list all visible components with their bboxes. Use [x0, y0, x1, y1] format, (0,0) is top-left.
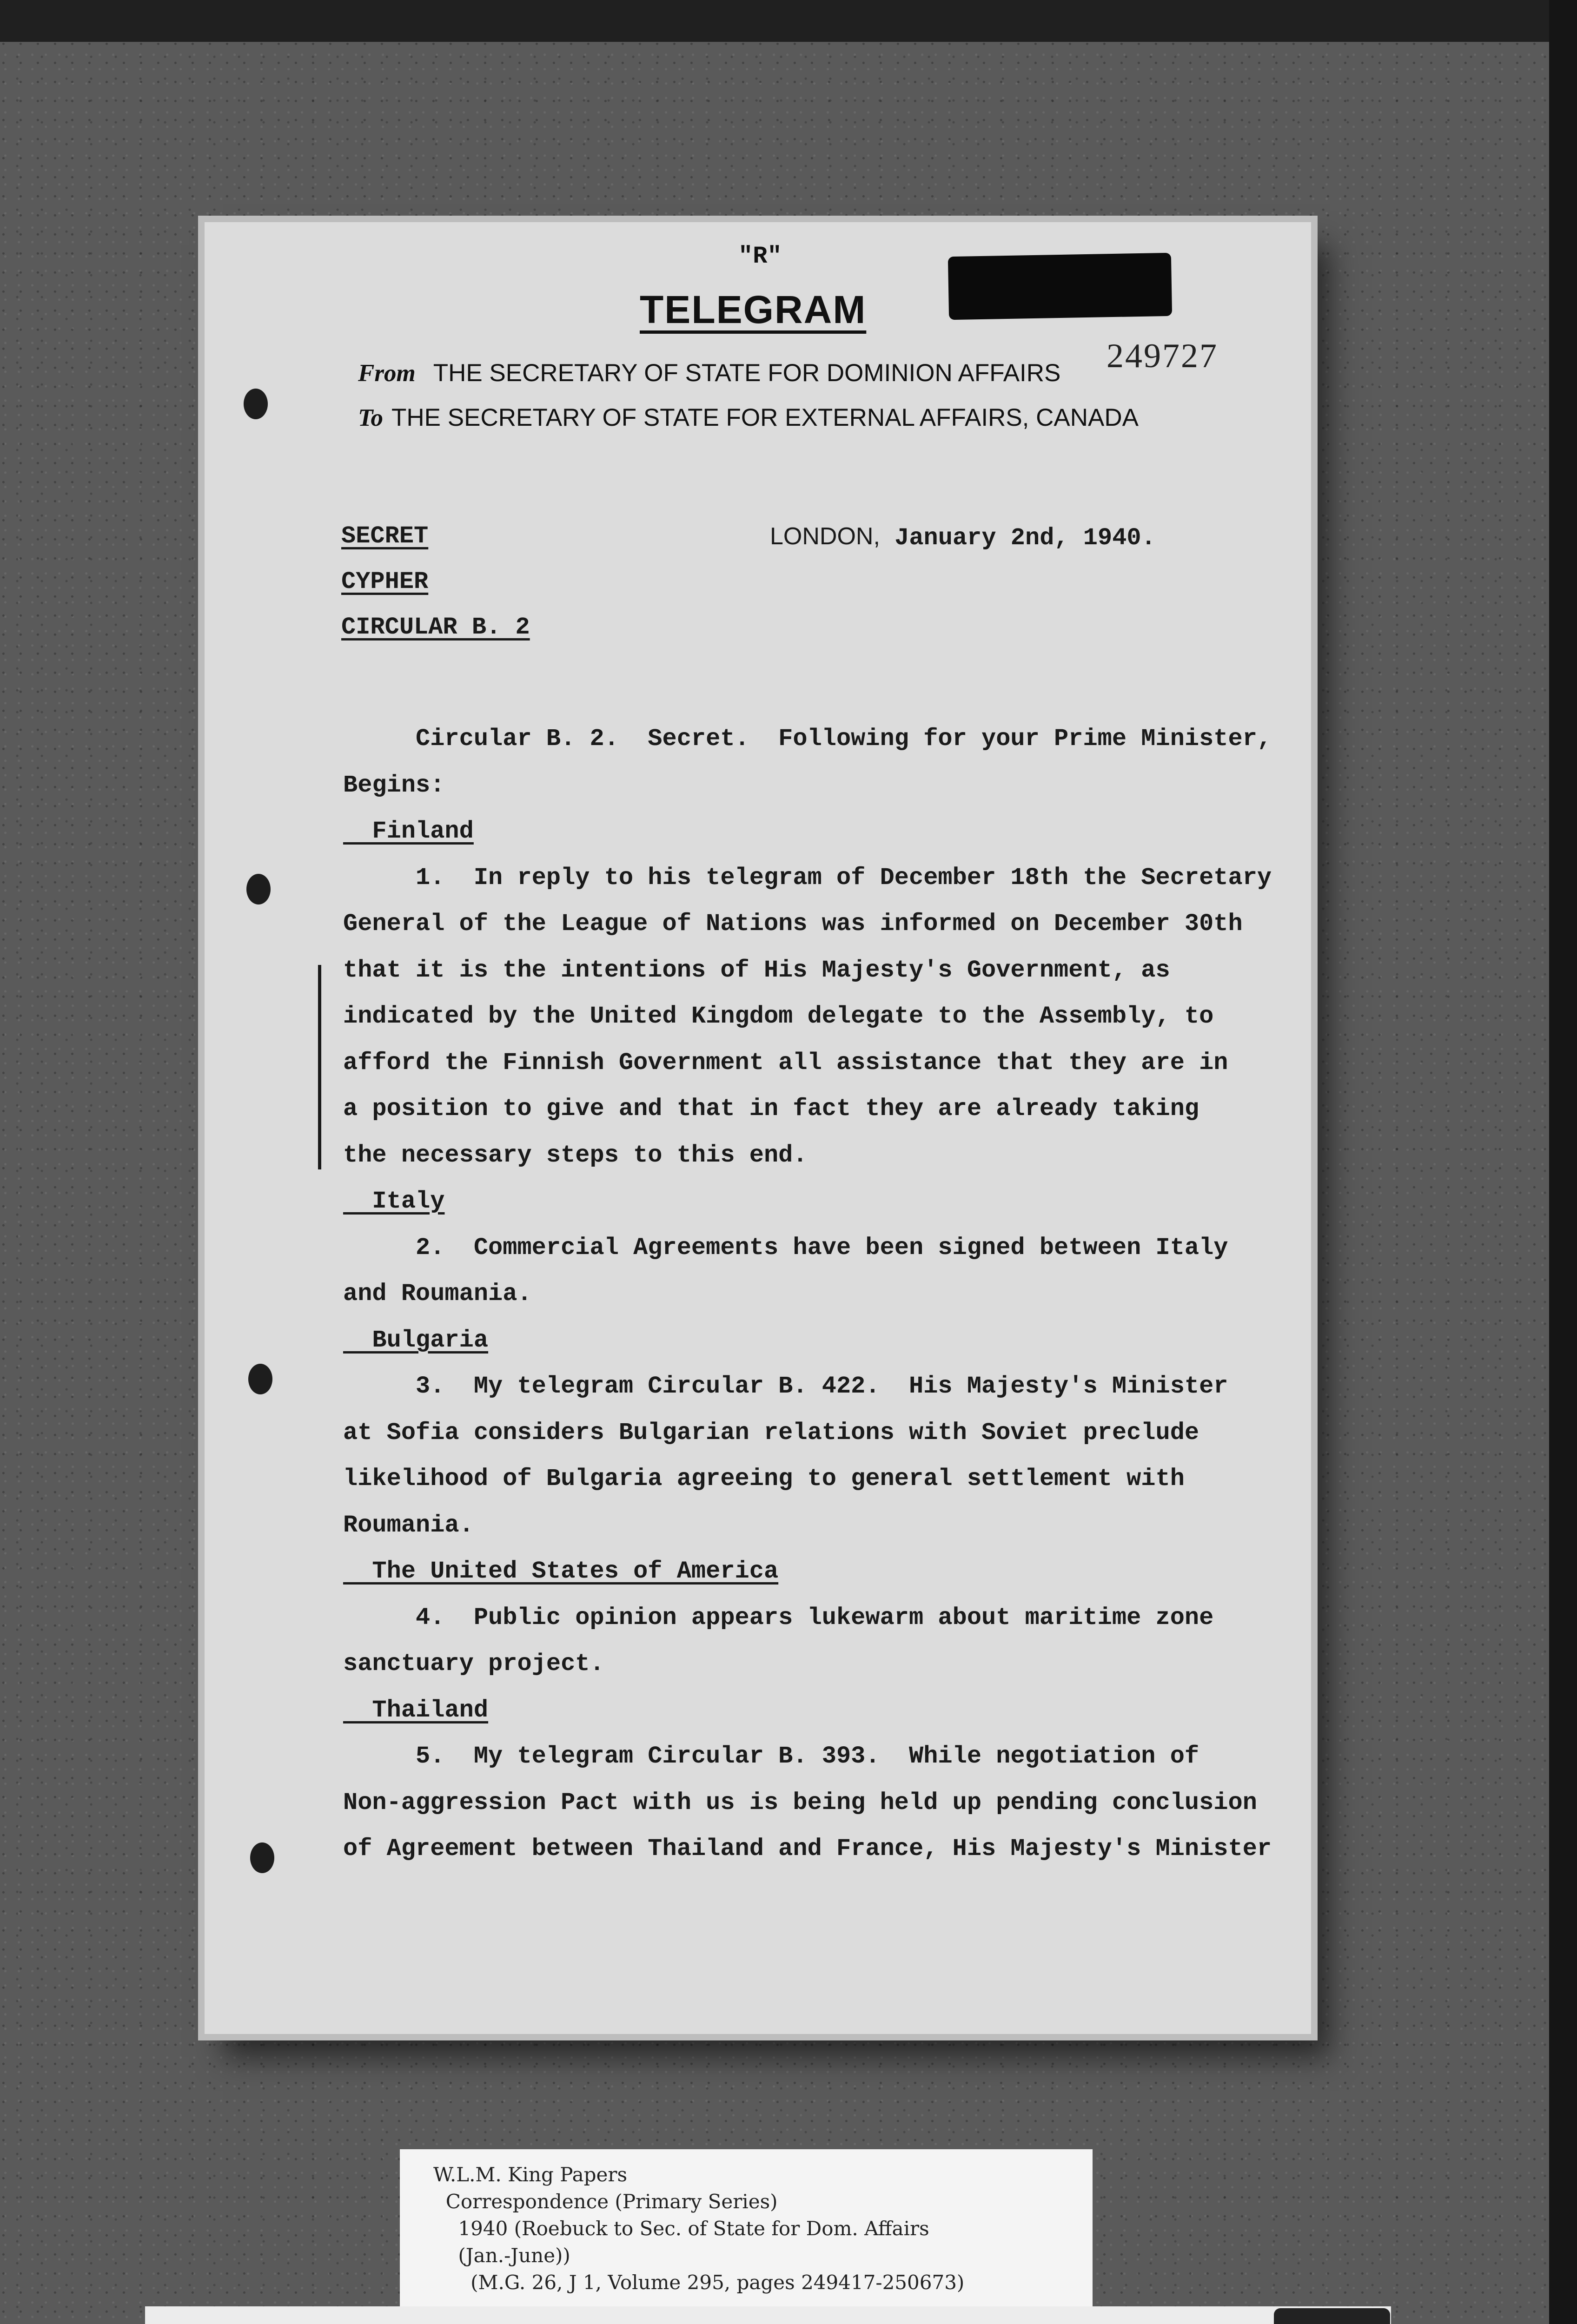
- body-line: likelihood of Bulgaria agreeing to general settlement with: [343, 1465, 1185, 1492]
- scan-right-edge: [1549, 0, 1577, 2324]
- date: January 2nd, 1940.: [895, 524, 1156, 552]
- punch-hole: [248, 1364, 272, 1394]
- classification-circular: CIRCULAR B. 2: [341, 614, 530, 641]
- body-line: 1. In reply to his telegram of December 18th the Secretary: [343, 864, 1272, 891]
- section-heading: Finland: [343, 818, 474, 845]
- copy-mark: "R": [738, 243, 782, 270]
- collection-label: [400, 2149, 1093, 2307]
- reference-number: 249727: [1107, 337, 1218, 375]
- seal-block: [1274, 2308, 1390, 2324]
- from-prefix: From: [358, 360, 416, 387]
- place: LONDON,: [770, 523, 880, 550]
- body-line: 5. My telegram Circular B. 393. While negotiation of: [343, 1743, 1199, 1770]
- body-line: afford the Finnish Government all assistance that they are in: [343, 1049, 1228, 1076]
- body-line: of Agreement between Thailand and France, His Majesty's Minister: [343, 1835, 1272, 1862]
- scan-top-edge: [0, 0, 1577, 42]
- body-line: indicated by the United Kingdom delegate to the Assembly, to: [343, 1003, 1214, 1030]
- punch-hole: [250, 1842, 274, 1873]
- body-line: 2. Commercial Agreements have been signed between Italy: [343, 1234, 1228, 1261]
- section-heading: Italy: [343, 1188, 445, 1215]
- from-line: [358, 359, 1060, 387]
- classification-cypher: CYPHER: [341, 568, 429, 595]
- punch-hole: [246, 874, 271, 905]
- label-line: (Jan.-June)): [433, 2244, 570, 2267]
- to-text: THE SECRETARY OF STATE FOR EXTERNAL AFFAIRS, CANADA: [391, 404, 1139, 431]
- section-heading: The United States of America: [343, 1558, 779, 1585]
- body-line: General of the League of Nations was informed on December 30th: [343, 910, 1243, 938]
- redaction-bar: [948, 253, 1172, 320]
- label-line: 1940 (Roebuck to Sec. of State for Dom. Affairs: [433, 2217, 929, 2240]
- section-heading: Thailand: [343, 1697, 489, 1724]
- label-line: W.L.M. King Papers: [433, 2163, 628, 2186]
- place-date: [770, 522, 1156, 552]
- body-line: and Roumania.: [343, 1280, 532, 1307]
- classification-secret: SECRET: [341, 522, 429, 550]
- section-heading: Bulgaria: [343, 1327, 489, 1354]
- body-line: Roumania.: [343, 1512, 474, 1539]
- body-line: 4. Public opinion appears lukewarm about maritime zone: [343, 1604, 1214, 1631]
- telegram-title: TELEGRAM: [640, 288, 867, 331]
- to-line: [358, 403, 1139, 432]
- body-line: Begins:: [343, 772, 445, 799]
- body-line: the necessary steps to this end.: [343, 1142, 808, 1169]
- body-line: Non-aggression Pact with us is being held up pending conclusion: [343, 1789, 1257, 1816]
- body-line: a position to give and that in fact they are already taking: [343, 1095, 1199, 1122]
- body-line: sanctuary project.: [343, 1650, 604, 1677]
- margin-mark: [318, 965, 321, 1169]
- body-line: 3. My telegram Circular B. 422. His Majesty's Minister: [343, 1373, 1228, 1400]
- body-line: Circular B. 2. Secret. Following for your Prime Minister,: [343, 725, 1272, 753]
- from-text: THE SECRETARY OF STATE FOR DOMINION AFFAIRS: [433, 359, 1061, 387]
- to-prefix: To: [358, 404, 384, 431]
- body-line: that it is the intentions of His Majesty's Government, as: [343, 957, 1170, 984]
- punch-hole: [244, 389, 268, 419]
- label-line: Correspondence (Primary Series): [433, 2190, 778, 2213]
- archives-stamp-panel: [145, 2306, 1391, 2324]
- body-line: at Sofia considers Bulgarian relations with Soviet preclude: [343, 1419, 1199, 1446]
- label-line: (M.G. 26, J 1, Volume 295, pages 249417-250673): [433, 2271, 965, 2294]
